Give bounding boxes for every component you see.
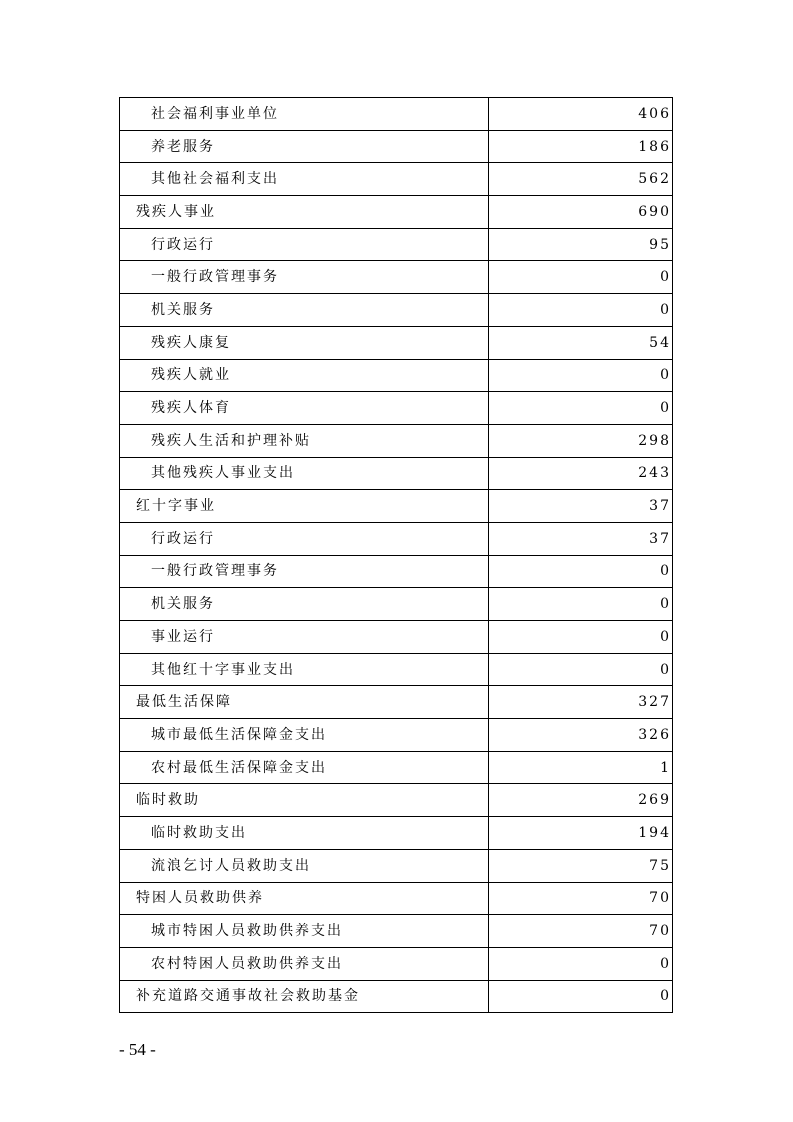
item-name-cell: 农村特困人员救助供养支出 [120,947,489,980]
item-name-cell: 事业运行 [120,621,489,654]
amount-cell: 186 [489,130,673,163]
table-row [120,751,673,784]
table-row [120,294,673,327]
amount-cell: 70 [489,915,673,948]
amount-cell: 562 [489,163,673,196]
amount-cell: 327 [489,686,673,719]
amount-cell: 0 [489,947,673,980]
item-name-cell: 养老服务 [120,130,489,163]
table-row [120,817,673,850]
item-name-cell: 行政运行 [120,228,489,261]
amount-cell: 70 [489,882,673,915]
table-row [120,653,673,686]
amount-cell: 0 [489,653,673,686]
item-name-cell: 残疾人就业 [120,359,489,392]
page-number: - 54 - [119,1040,156,1059]
item-name-cell: 最低生活保障 [120,686,489,719]
amount-cell: 0 [489,261,673,294]
amount-cell: 37 [489,522,673,555]
table-row [120,980,673,1013]
item-name-cell: 行政运行 [120,522,489,555]
amount-cell: 1 [489,751,673,784]
amount-cell: 406 [489,98,673,131]
item-name-cell: 残疾人体育 [120,392,489,425]
table-row [120,228,673,261]
item-name-cell: 其他红十字事业支出 [120,653,489,686]
table-row [120,359,673,392]
amount-cell: 0 [489,555,673,588]
table-row [120,196,673,229]
item-name-cell: 特困人员救助供养 [120,882,489,915]
item-name-cell: 残疾人康复 [120,326,489,359]
item-name-cell: 社会福利事业单位 [120,98,489,131]
item-name-cell: 城市最低生活保障金支出 [120,719,489,752]
table-row [120,784,673,817]
item-name-cell: 其他社会福利支出 [120,163,489,196]
item-name-cell: 临时救助支出 [120,817,489,850]
amount-cell: 54 [489,326,673,359]
table-row [120,424,673,457]
expenditure-table [119,97,673,1013]
amount-cell: 0 [489,980,673,1013]
table-row [120,882,673,915]
item-name-cell: 残疾人事业 [120,196,489,229]
item-name-cell: 流浪乞讨人员救助支出 [120,849,489,882]
item-name-cell: 机关服务 [120,588,489,621]
table-row [120,392,673,425]
item-name-cell: 农村最低生活保障金支出 [120,751,489,784]
amount-cell: 0 [489,359,673,392]
table-row [120,849,673,882]
table-row [120,163,673,196]
item-name-cell: 补充道路交通事故社会救助基金 [120,980,489,1013]
amount-cell: 326 [489,719,673,752]
amount-cell: 95 [489,228,673,261]
amount-cell: 0 [489,621,673,654]
table-row [120,457,673,490]
table-row [120,522,673,555]
table-row [120,98,673,131]
item-name-cell: 残疾人生活和护理补贴 [120,424,489,457]
amount-cell: 0 [489,588,673,621]
table-row [120,588,673,621]
item-name-cell: 其他残疾人事业支出 [120,457,489,490]
table-row [120,719,673,752]
item-name-cell: 一般行政管理事务 [120,261,489,294]
amount-cell: 75 [489,849,673,882]
table-row [120,130,673,163]
item-name-cell: 临时救助 [120,784,489,817]
item-name-cell: 一般行政管理事务 [120,555,489,588]
table-row [120,261,673,294]
table-body [120,98,673,1013]
table-row [120,947,673,980]
amount-cell: 269 [489,784,673,817]
table-row [120,326,673,359]
item-name-cell: 城市特困人员救助供养支出 [120,915,489,948]
table-row [120,686,673,719]
item-name-cell: 机关服务 [120,294,489,327]
amount-cell: 37 [489,490,673,523]
amount-cell: 243 [489,457,673,490]
amount-cell: 298 [489,424,673,457]
table-row [120,555,673,588]
item-name-cell: 红十字事业 [120,490,489,523]
amount-cell: 0 [489,294,673,327]
table-row [120,621,673,654]
amount-cell: 690 [489,196,673,229]
table-row [120,490,673,523]
table-row [120,915,673,948]
amount-cell: 194 [489,817,673,850]
amount-cell: 0 [489,392,673,425]
